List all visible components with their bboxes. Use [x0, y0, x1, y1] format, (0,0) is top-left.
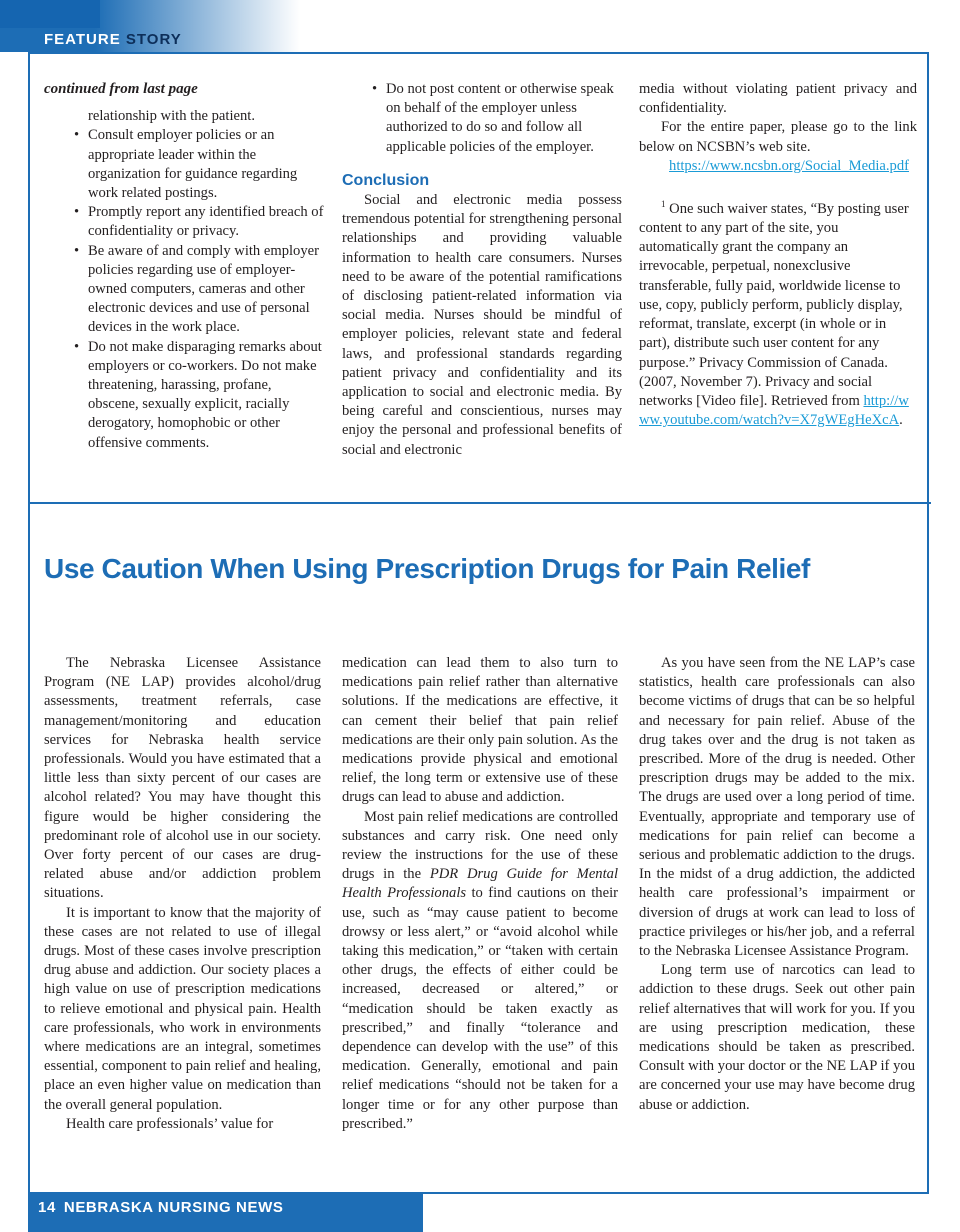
section-label-story: STORY — [125, 31, 182, 48]
footer-label — [38, 1199, 283, 1216]
list-item: • Do not post content or otherwise speak on behalf of the employer unless authorized to do so and follow all applicable policies of the employer. — [386, 80, 622, 157]
list-item: • Be aware of and comply with employer policies regarding use of employer-owned computers, cameras and other electronic devices and use of personal devices in the work place. — [88, 242, 324, 338]
paper-reference: For the entire paper, please go to the link below on NCSBN’s web site. — [639, 119, 917, 155]
article-paragraph — [342, 808, 618, 1134]
guideline-list-continued — [342, 80, 622, 157]
article-column-1 — [44, 654, 321, 1134]
top-column-3 — [639, 80, 917, 430]
footnote-text: One such waiver states, “By posting user content to any part of the site, you automatically grant the company an irrevocable, perpetual, nonexclusive transferable, fully paid, worldwide license to use, copy, publicly perform, publicly display, reformat, translate, excerpt (in whole or in part), distribute such user content for any purpose.” Privacy Commission of Canada. (2007, November 7). Privacy and social networks [Video file]. Retrieved from — [639, 200, 909, 409]
continued-fragment: relationship with the patient. — [88, 108, 255, 125]
ncsbn-link[interactable]: https://www.ncsbn.org/Social_Media.pdf — [669, 157, 909, 174]
article-paragraph: Health care professionals’ value for — [66, 1115, 274, 1132]
footnote — [639, 195, 917, 430]
article-paragraph: As you have seen from the NE LAP’s case statistics, health care professionals can also become victims of drugs that can be so helpful and necessary for pain relief. Abuse of the drug takes over and the drug is not taken as prescribed. More of the drug is needed. Other prescription drugs may be added to the mix. The drugs are used over a long period of time. Eventually, appropriate and temporary use of medications for pain relief can become a serious and problematic addiction to the drugs. In the midst of a drug addiction, the addicted health care professional’s impairment or diversion of drugs at work can lead to loss of practice privileges or his/her job, and a referral to the Nebraska Licensee Assistance Program. — [639, 655, 915, 960]
pdr-guide-title: PDR Drug Guide for Mental Health Professionals — [342, 866, 618, 902]
youtube-link[interactable]: http://www.youtube.com/watch?v=X7gWEgHeXcA — [639, 392, 909, 429]
paragraph-text: Most pain relief medications are controlled substances and carry risk. One need only review the instructions for the use of these drugs in the — [342, 808, 618, 883]
list-item: • Consult employer policies or an appropriate leader within the organization for guidance regarding work related postings. — [88, 126, 324, 203]
article-title: Use Caution When Using Prescription Drugs for Pain Relief — [44, 553, 810, 584]
footnote-end: . — [899, 412, 903, 429]
conclusion-paragraph: Social and electronic media possess tremendous potential for strengthening personal relationships and providing valuable information to health care consumers. Nurses need to be aware of the potential ramifications of disclosing patient-related information via social media. Nurses should be mindful of employer policies, relevant state and federal laws, and professional standards regarding patient privacy and confidentiality and its application to social and electronic media. By being careful and conscientious, nurses may enjoy the personal and professional benefits of social and electronic — [342, 192, 622, 458]
publication-name: NEBRASKA NURSING NEWS — [63, 1199, 284, 1216]
article-column-2 — [342, 654, 618, 1134]
article-paragraph: It is important to know that the majority of these cases are not related to use of illegal drugs. Most of these cases involve prescription drug abuse and addiction. Our society places a high value on use of prescription medications to relieve emotional and physical pain. Health care professionals, who work in environments where medications are an integral, sometimes essential, component to pain relief and healing, place an even higher value on medication than the overall general population. — [44, 904, 321, 1113]
paragraph-text: to find cautions on their use, such as “may cause patient to become drowsy or less alert,” or “avoid alcohol while taking this medication,” or “taken with certain other drugs, the effects of either could be increased, decreased or altered,” or “medication should be taken exactly as prescribed,” and finally “tolerance and dependence can develop with the use” of this medication. Generally, emotional and pain relief medications “should not be taken for a longer time or for any other purpose than prescribed.” — [342, 885, 618, 1132]
conclusion-continuation: media without violating patient privacy and confidentiality. — [639, 81, 917, 117]
page-number: 14 — [38, 1199, 56, 1216]
list-item: • Promptly report any identified breach of confidentiality or privacy. — [88, 203, 324, 241]
top-column-1 — [44, 80, 324, 453]
list-item: • Do not make disparaging remarks about employers or co-workers. Do not make threatening, harassing, profane, obscene, sexually explicit, racially derogatory, homophobic or other offensive comments. — [88, 338, 324, 453]
top-column-2 — [342, 80, 622, 460]
article-paragraph: Long term use of narcotics can lead to addiction to these drugs. Seek out other pain relief alternatives that will work for you. If you are using prescription medication, these medications should be taken as prescribed. Consult with your doctor or the NE LAP if you are concerned your use may have become drug abuse or addiction. — [639, 962, 915, 1113]
article-paragraph: medication can lead them to also turn to medications pain relief rather than alternative solutions. If the medications are effective, it can cement their belief that pain relief medications are their only pain solution. As the medications provide physical and emotional relief, the long term or extensive use of these drugs can lead to abuse and addiction. — [342, 655, 618, 806]
article-column-3 — [639, 654, 915, 1115]
section-divider — [28, 502, 931, 504]
section-label — [44, 31, 182, 48]
section-label-feature: FEATURE — [44, 31, 121, 48]
conclusion-heading: Conclusion — [342, 171, 430, 189]
footnote-number: 1 — [661, 199, 666, 210]
continued-label: continued from last page — [44, 81, 198, 97]
header-corner-block — [0, 0, 100, 28]
guideline-list — [44, 126, 324, 452]
article-paragraph: The Nebraska Licensee Assistance Program (NE LAP) provides alcohol/drug assessments, treatment referrals, case management/monitoring and education services for Nebraska health service professionals. Would you have estimated that a little less than sixty percent of our cases are alcohol related? You may have thought this figure would be higher considering the predominant role of alcohol use in our society. Over forty percent of our cases are drug-related abuse and/or addiction problem situations. — [44, 655, 321, 902]
